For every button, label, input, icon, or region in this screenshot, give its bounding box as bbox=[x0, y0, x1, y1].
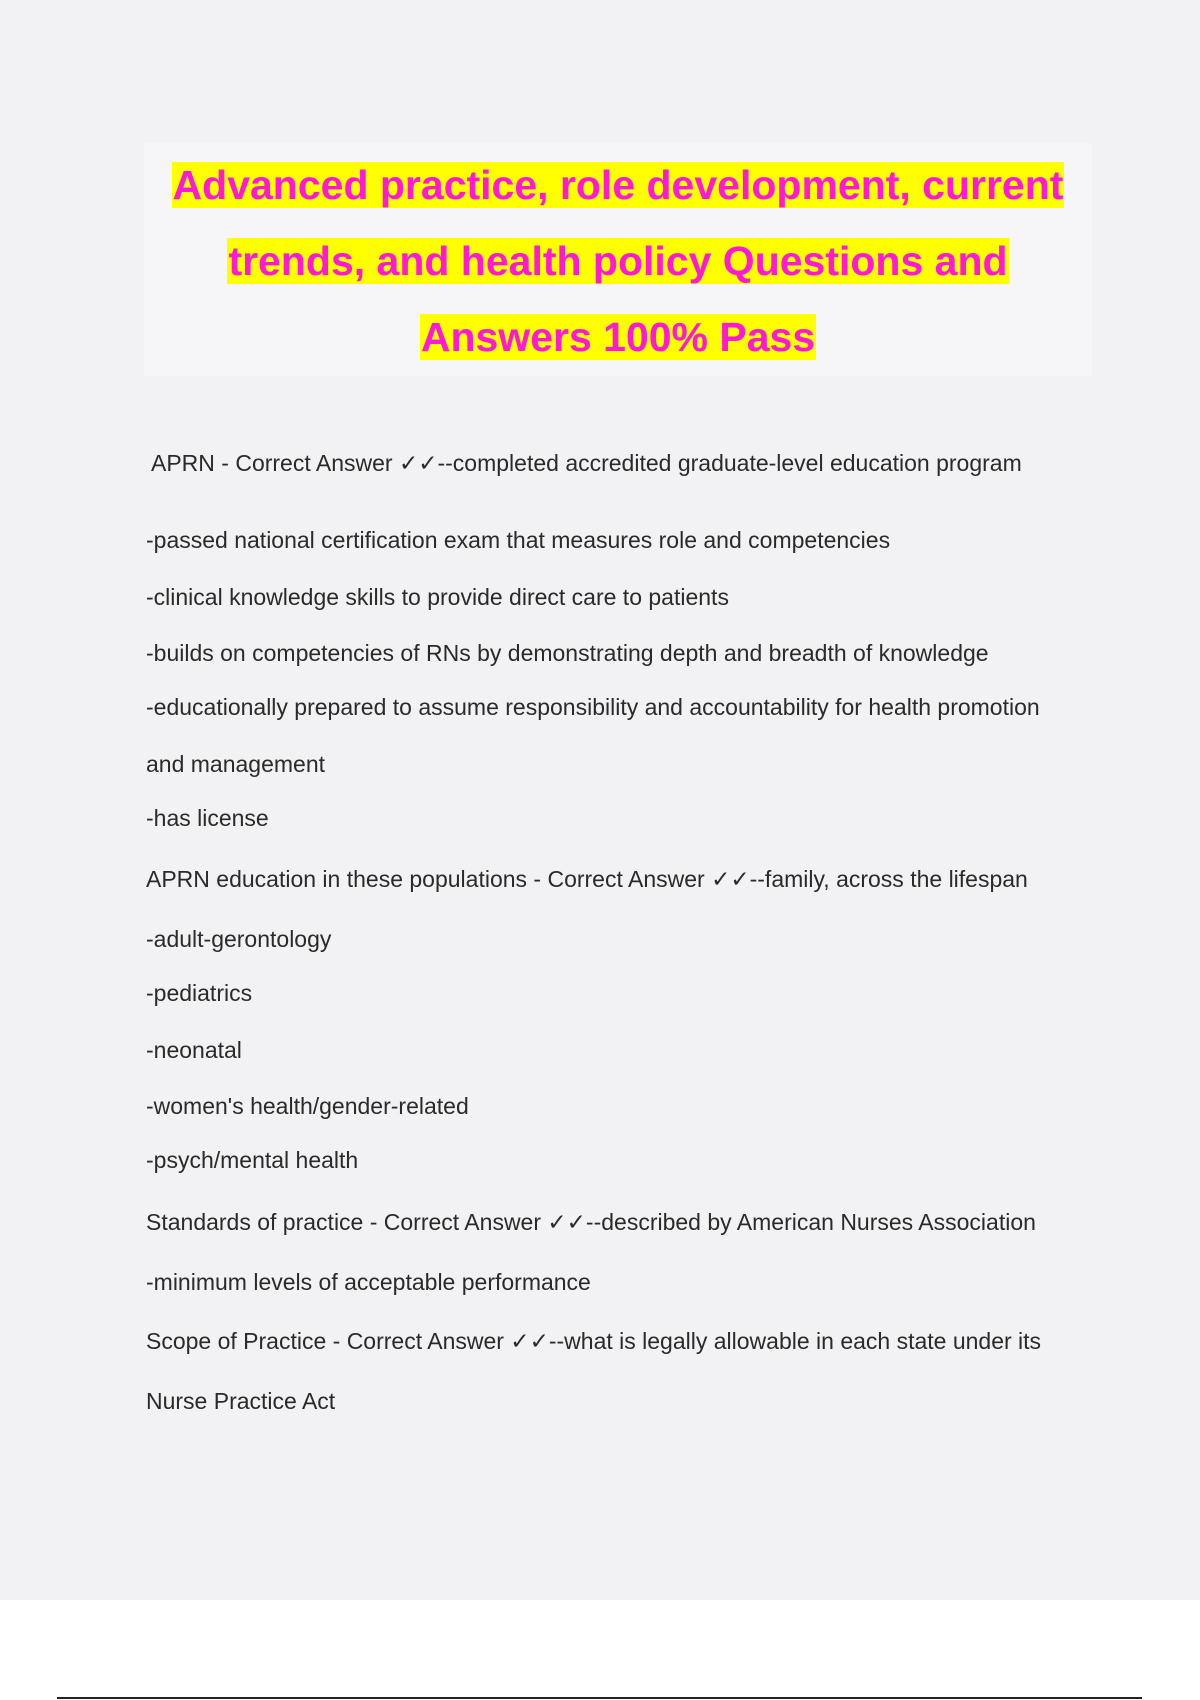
question-aprn: APRN - Correct Answer ✓✓--completed accredited graduate-level education program bbox=[151, 450, 1022, 476]
question-scope-of-practice: Scope of Practice - Correct Answer ✓✓--what is legally allowable in each state under its bbox=[146, 1328, 1042, 1354]
answer-line: -women's health/gender-related bbox=[146, 1093, 469, 1119]
answer-line: -passed national certification exam that measures role and competencies bbox=[146, 527, 891, 553]
answer-line: -builds on competencies of RNs by demonstrating depth and breadth of knowledge bbox=[146, 640, 989, 666]
page-divider bbox=[57, 1697, 1142, 1699]
title-block bbox=[144, 143, 1092, 376]
answer-line: -adult-gerontology bbox=[146, 926, 332, 952]
answer-line: -clinical knowledge skills to provide direct care to patients bbox=[146, 584, 729, 610]
title-line-1: Advanced practice, role development, current bbox=[172, 162, 1064, 208]
question-standards-of-practice: Standards of practice - Correct Answer ✓✓--described by American Nurses Association bbox=[146, 1209, 1036, 1235]
question-aprn-populations: APRN education in these populations - Correct Answer ✓✓--family, across the lifespan bbox=[146, 866, 1028, 892]
answer-line: -pediatrics bbox=[146, 980, 253, 1006]
answer-line: -has license bbox=[146, 805, 269, 831]
document-title bbox=[144, 143, 1092, 375]
title-line-3: Answers 100% Pass bbox=[420, 314, 816, 360]
answer-line: and management bbox=[146, 751, 326, 777]
answer-line: -psych/mental health bbox=[146, 1147, 359, 1173]
title-line-2: trends, and health policy Questions and bbox=[228, 238, 1008, 284]
answer-line: -neonatal bbox=[146, 1037, 242, 1063]
answer-line: -minimum levels of acceptable performance bbox=[146, 1269, 591, 1295]
answer-line: -educationally prepared to assume responsibility and accountability for health promotion bbox=[146, 694, 1040, 720]
answer-line: Nurse Practice Act bbox=[146, 1388, 336, 1414]
